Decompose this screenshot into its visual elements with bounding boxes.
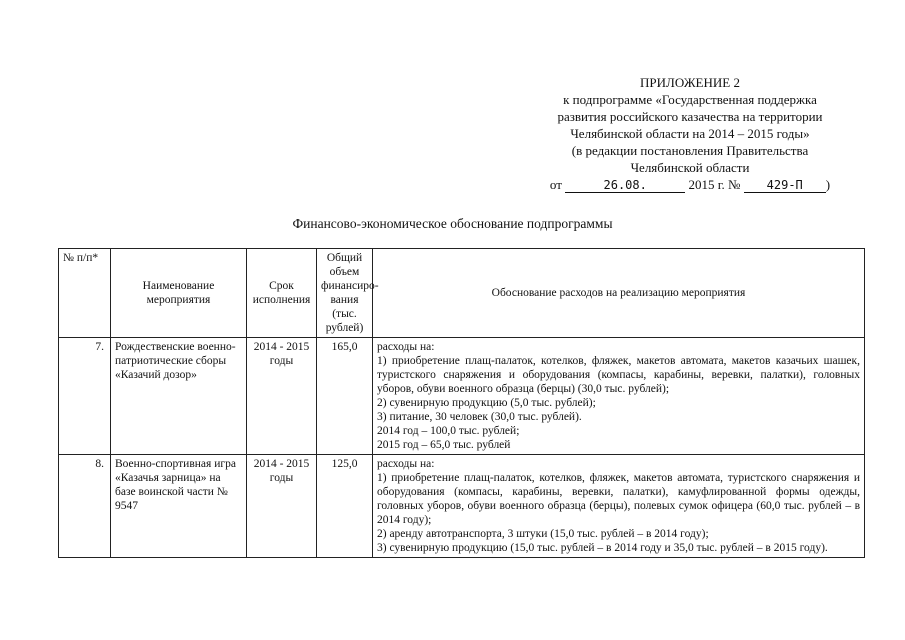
event-term: 2014 - 2015 годы <box>247 338 317 455</box>
event-name: Рождественские военно-патриотические сборы «Казачий дозор» <box>111 338 247 455</box>
appendix-line-4: (в редакции постановления Правительства <box>571 143 809 158</box>
row-number: 7. <box>59 338 111 455</box>
financial-table <box>58 248 865 558</box>
resolution-date-line <box>490 176 890 193</box>
header-justification: Обоснование расходов на реализацию мероприятия <box>373 249 865 338</box>
appendix-line-5: Челябинской области <box>630 160 750 175</box>
justification-line: 3) питание, 30 человек (30,0 тыс. рублей). <box>377 411 582 423</box>
expense-justification <box>373 338 865 455</box>
event-term: 2014 - 2015 годы <box>247 455 317 558</box>
justification-line: расходы на: <box>377 341 435 353</box>
table-row <box>59 455 865 558</box>
year-text: 2015 г. № <box>688 177 741 192</box>
appendix-line-1: к подпрограмме «Государственная поддержка <box>563 92 817 107</box>
justification-line: расходы на: <box>377 458 435 470</box>
justification-line: 2) аренду автотранспорта, 3 штуки (15,0 тыс. рублей – в 2014 году); <box>377 528 709 540</box>
table-row <box>59 338 865 455</box>
resolution-date: 26.08. <box>565 178 685 193</box>
justification-line: 2) сувенирную продукцию (5,0 тыс. рублей); <box>377 397 596 409</box>
funding-volume: 125,0 <box>317 455 373 558</box>
date-suffix: ) <box>825 177 831 192</box>
header-volume: Общий объем финансиро-вания (тыс. рублей) <box>317 249 373 338</box>
justification-line: 2014 год – 100,0 тыс. рублей; <box>377 425 520 437</box>
appendix-title: ПРИЛОЖЕНИЕ 2 <box>640 75 740 90</box>
row-number: 8. <box>59 455 111 558</box>
header-event-name: Наименование мероприятия <box>111 249 247 338</box>
appendix-line-2: развития российского казачества на территории <box>557 109 823 124</box>
justification-line: 1) приобретение плащ-палаток, котелков, фляжек, макетов автомата, макетов казачьих шашек, туристского снаряжения и оборудования (компасы, карабины, веревки, палатки), головных уборов, обуви военного образца (берцы) (30,0 тыс. рублей); <box>377 355 860 395</box>
document-title: Финансово-экономическое обоснование подпрограммы <box>292 216 613 231</box>
funding-volume: 165,0 <box>317 338 373 455</box>
table-header-row <box>59 249 865 338</box>
header-term: Срок исполнения <box>247 249 317 338</box>
resolution-number: 429-П <box>744 178 826 193</box>
date-prefix: от <box>549 177 562 192</box>
expense-justification <box>373 455 865 558</box>
appendix-header <box>490 74 890 193</box>
header-number: № п/п* <box>59 249 111 338</box>
justification-line: 1) приобретение плащ-палаток, котелков, фляжек, макетов автомата, туристского снаряжения и оборудования (компасы, карабины, веревки, палатки), камуфлированной формы одежды, головных уборов, обуви военного образца (берцы), полевых сумок офицера (60,0 тыс. рублей – в 2014 году); <box>377 472 860 526</box>
justification-line: 3) сувенирную продукцию (15,0 тыс. рублей – в 2014 году и 35,0 тыс. рублей – в 2015 году). <box>377 542 828 554</box>
justification-line: 2015 год – 65,0 тыс. рублей <box>377 439 511 451</box>
event-name: Военно-спортивная игра «Казачья зарница» на базе воинской части № 9547 <box>111 455 247 558</box>
appendix-line-3: Челябинской области на 2014 – 2015 годы» <box>570 126 810 141</box>
